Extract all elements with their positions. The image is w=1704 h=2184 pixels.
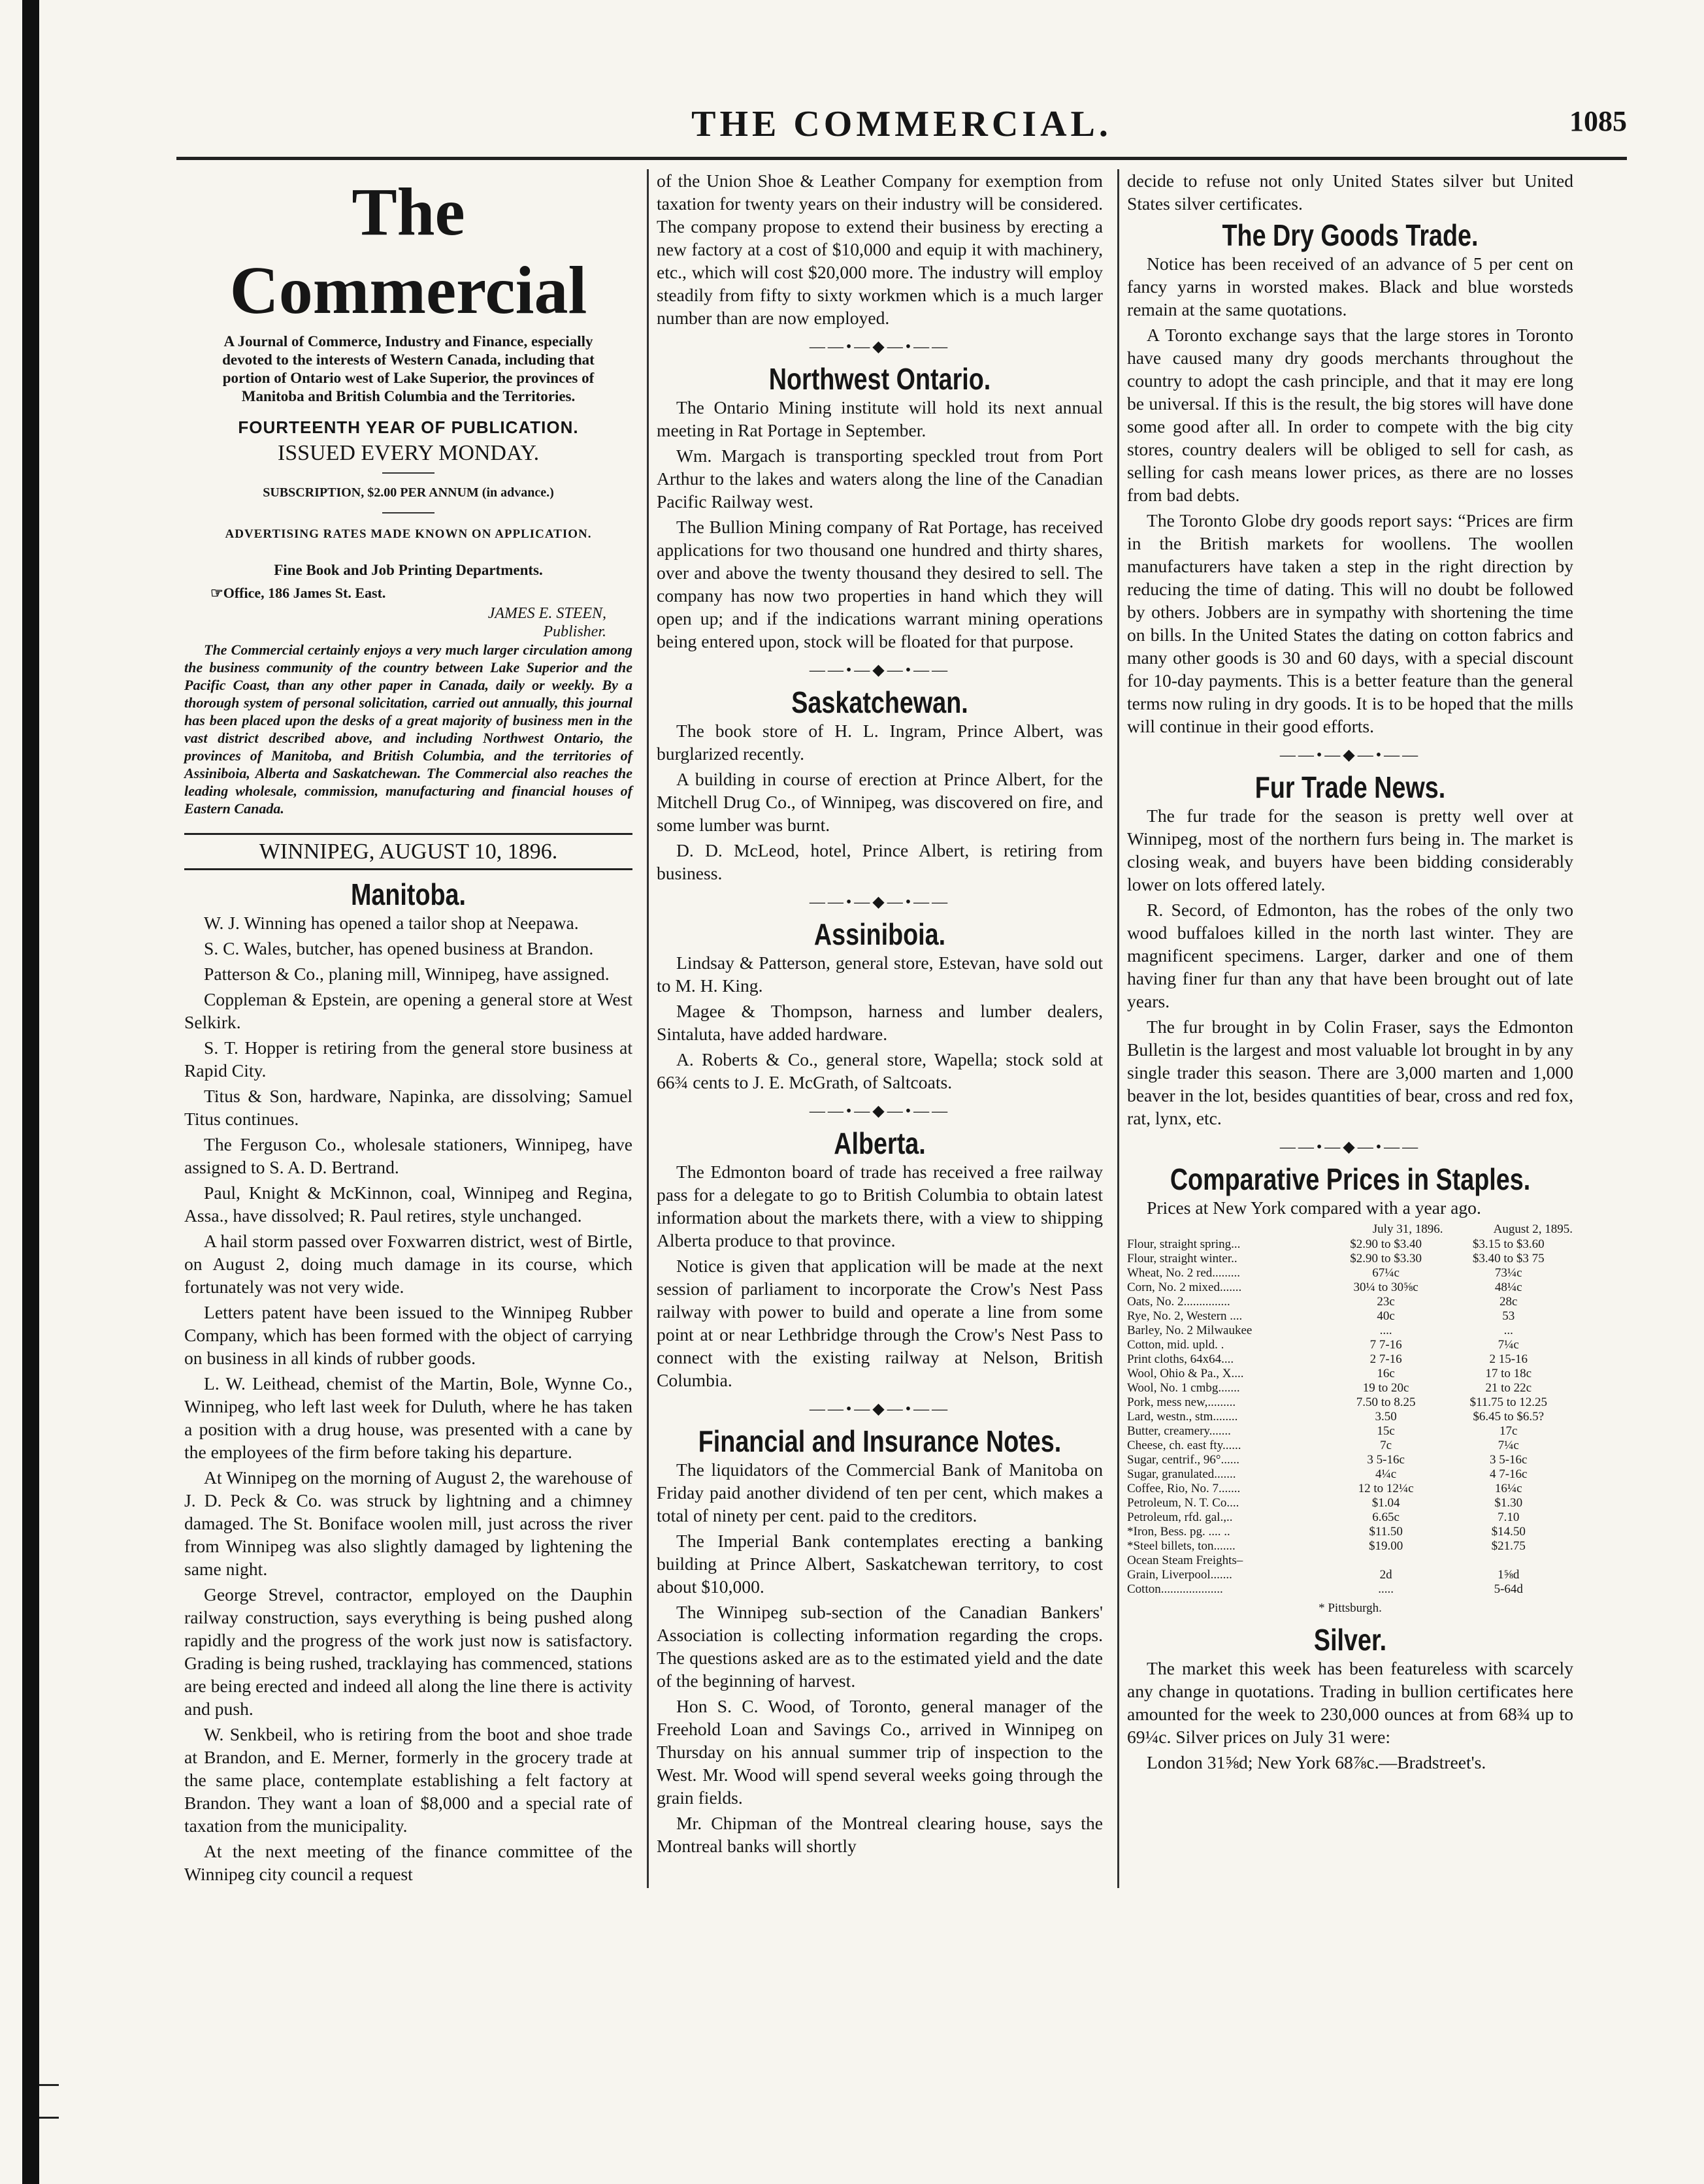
section-heading-assiniboia: Assiniboia. (813, 917, 946, 951)
news-item: Patterson & Co., planing mill, Winnipeg, have assigned. (204, 964, 610, 984)
prices-row (1127, 1525, 1573, 1539)
section-separator: ——•—◆—•—— (1279, 1139, 1421, 1156)
prices-row (1127, 1266, 1573, 1280)
news-item: The liquidators of the Commercial Bank of Manitoba on Friday paid another dividend of ten per cent, which makes a total of ninety per cent. paid to the creditors. (657, 1459, 1103, 1525)
prices-row (1127, 1237, 1573, 1252)
section-heading-dry-goods: The Dry Goods Trade. (1222, 218, 1479, 252)
masthead-subtitle: A Journal of Commerce, Industry and Finance, especially devoted to the interests of Western Canada, including that portion of Ontario west of Lake Superior, the provinces of Manitoba and British Columbia and the Territories. (222, 333, 595, 404)
prices-1895: 4 7-16c (1489, 1467, 1528, 1481)
masthead-blurb: The Commercial certainly enjoys a very much larger circulation among the business community of the country between Lake Superior and the Pacific Coast, than any other paper in Canada, daily or weekly. By a thorough system of personal solicitation, carried out annually, this journal has been placed upon the desks of a great majority of business men in the vast district described above, and including Northwest Ontario, the provinces of Manitoba, and British Columbia, and the territories of Assiniboia, Alberta and Saskatchewan. The Commercial also reaches the leading wholesale, commission, manufacturing and financial houses of Eastern Canada. (184, 642, 632, 817)
section-separator: ——•—◆—•—— (809, 894, 951, 911)
prices-item: Cotton.................... (1127, 1582, 1223, 1596)
prices-1895: $14.50 (1491, 1525, 1526, 1539)
prices-1896: $2.90 to $3.40 (1350, 1237, 1422, 1251)
prices-row (1127, 1424, 1573, 1439)
prices-1896 (1328, 1554, 1444, 1568)
prices-item: *Steel billets, ton....... (1127, 1539, 1236, 1553)
prices-row (1127, 1482, 1573, 1496)
prices-1895: 28c (1499, 1295, 1518, 1309)
section-separator: ——•—◆—•—— (809, 662, 951, 679)
prices-item: Coffee, Rio, No. 7....... (1127, 1482, 1241, 1495)
masthead-departments: Fine Book and Job Printing Departments. (274, 562, 543, 578)
masthead (184, 173, 632, 870)
news-item: George Strevel, contractor, employed on the Dauphin railway construction, says everything is being pushed along rapidly and the progress of the work just now is satisfactory. Grading is being rushed, tracklaying has commenced, stations are being erected and indeed all along the line there is activity and push. (184, 1584, 632, 1719)
prices-row (1127, 1453, 1573, 1467)
prices-1896: $19.00 (1369, 1539, 1403, 1553)
news-item: The Ferguson Co., wholesale stationers, Winnipeg, have assigned to S. A. D. Bertrand. (184, 1134, 632, 1177)
section-separator: ——•—◆—•—— (809, 1401, 951, 1418)
news-item: S. T. Hopper is retiring from the general store business at Rapid City. (184, 1037, 632, 1081)
prices-row (1127, 1467, 1573, 1482)
prices-1896: 30¼ to 30⅝c (1353, 1280, 1418, 1294)
news-item: R. Secord, of Edmonton, has the robes of the only two wood buffaloes killed in the north last winter. They are magnificent specimens. Larger, darker and one of them having finer fur than any that have been brought out of late years. (1127, 900, 1573, 1011)
column-2 (647, 169, 1111, 1888)
news-item: A building in course of erection at Prince Albert, for the Mitchell Drug Co., of Winnipeg, was discovered on fire, and some lumber was burnt. (657, 769, 1103, 835)
prices-1895: 17c (1499, 1424, 1518, 1438)
prices-table (1127, 1222, 1573, 1597)
prices-1895: 21 to 22c (1485, 1381, 1532, 1395)
prices-1896: 67¼c (1372, 1266, 1400, 1280)
prices-1895: $3.40 to $3 75 (1472, 1252, 1545, 1265)
prices-header-item (1127, 1222, 1328, 1237)
news-item: At Winnipeg on the morning of August 2, the warehouse of J. D. Peck & Co. was struck by lightning and a chimney damaged. The St. Boniface woolen mill, just across the river from Winnipeg was also slightly damaged by lightening the same night. (184, 1467, 632, 1579)
news-item: W. Senkbeil, who is retiring from the boot and shoe trade at Brandon, and E. Merner, formerly in the grocery trade at the same place, contemplate establishing a felt factory at Brandon. They want a loan of $8,000 and a special rate of taxation from the municipality. (184, 1724, 632, 1836)
dateline: WINNIPEG, AUGUST 10, 1896. (184, 833, 632, 870)
prices-item: Oats, No. 2............... (1127, 1295, 1230, 1309)
news-item: At the next meeting of the finance committee of the Winnipeg city council a request (184, 1841, 632, 1884)
news-item: The Toronto Globe dry goods report says: “Prices are firm in the British markets for woollens. The woollen manufacturers have taken a step in the right direction by reducing the time of dating. This will no doubt be followed by others. Jobbers are in sympathy with shortening the time on bills. In the United States the dating on cotton fabrics and many other goods is 30 and 60 days, with a special discount for 10-day payments. This is a better feature than the general terms now ruling in dry goods. It is to be hoped that the mills will continue in their good efforts. (1127, 510, 1573, 736)
prices-row (1127, 1510, 1573, 1525)
prices-header-1895: August 2, 1895. (1493, 1222, 1573, 1236)
prices-item: Pork, mess new,......... (1127, 1395, 1236, 1409)
news-item: A hail storm passed over Foxwarren district, west of Birtle, on August 2, doing much damage in its course, which fortunately was not very wide. (184, 1231, 632, 1297)
prices-1896: 4¼c (1375, 1467, 1397, 1481)
prices-intro: Prices at New York compared with a year ago. (1147, 1198, 1481, 1218)
scan-edge-tick (39, 2117, 59, 2119)
prices-1896: 12 to 12¼c (1358, 1482, 1414, 1495)
prices-1895: 7¼c (1498, 1439, 1519, 1452)
news-item: Magee & Thompson, harness and lumber dealers, Sintaluta, have added hardware. (657, 1001, 1103, 1044)
prices-item: Lard, westn., stm........ (1127, 1410, 1238, 1424)
prices-1895: $1.30 (1494, 1496, 1523, 1510)
prices-1895: $6.45 to $6.5? (1473, 1410, 1545, 1424)
prices-row (1127, 1309, 1573, 1324)
prices-row (1127, 1280, 1573, 1295)
prices-item: Sugar, centrif., 96°...... (1127, 1453, 1239, 1467)
prices-1896: 19 to 20c (1362, 1381, 1409, 1395)
prices-header-1896: July 31, 1896. (1372, 1222, 1443, 1236)
prices-row (1127, 1582, 1573, 1597)
news-item: S. C. Wales, butcher, has opened business at Brandon. (204, 938, 594, 958)
prices-header-row (1127, 1222, 1573, 1237)
news-item: The book store of H. L. Ingram, Prince Albert, was burglarized recently. (657, 721, 1103, 764)
prices-item: Cotton, mid. upld. . (1127, 1338, 1224, 1352)
news-item: W. J. Winning has opened a tailor shop at Neepawa. (204, 913, 579, 933)
masthead-title: The Commercial (229, 174, 587, 328)
news-item: A Toronto exchange says that the large stores in Toronto have caused many dry goods merchants throughout the country to adopt the cash principle, and that it may ere long be universal. If this is the result, the big stores will have done some good after all. In order to compete with the big city stores, country dealers will be obliged to sell for cash, as selling for cash means lower prices, as there are no losses from bad debts. (1127, 325, 1573, 505)
prices-1896: 7c (1380, 1439, 1392, 1452)
prices-1895: $11.75 to 12.25 (1469, 1395, 1548, 1409)
prices-1895: 17 to 18c (1485, 1367, 1532, 1380)
prices-1896: 7.50 to 8.25 (1356, 1395, 1416, 1409)
news-item: Lindsay & Patterson, general store, Estevan, have sold out to M. H. King. (657, 953, 1103, 996)
news-item: A. Roberts & Co., general store, Wapella; stock sold at 66¾ cents to J. E. McGrath, of Saltcoats. (657, 1049, 1103, 1092)
section-heading-saskatchewan: Saskatchewan. (791, 685, 968, 719)
prices-row (1127, 1395, 1573, 1410)
section-heading-northwest-ontario: Northwest Ontario. (768, 362, 991, 396)
columns (176, 169, 1627, 1888)
masthead-year: FOURTEENTH YEAR OF PUBLICATION. (238, 417, 579, 437)
prices-row (1127, 1410, 1573, 1424)
prices-1896: 23c (1377, 1295, 1395, 1309)
prices-1895: ... (1503, 1324, 1513, 1337)
prices-row (1127, 1338, 1573, 1352)
news-item: The Ontario Mining institute will hold its next annual meeting in Rat Portage in September. (657, 397, 1103, 440)
prices-item: Rye, No. 2, Western .... (1127, 1309, 1243, 1323)
news-item: Coppleman & Epstein, are opening a general store at West Selkirk. (184, 989, 632, 1032)
prices-1895: 2 15-16 (1489, 1352, 1528, 1366)
masthead-subscription: SUBSCRIPTION, $2.00 PER ANNUM (in advance.) (263, 485, 554, 500)
prices-1895: 48¼c (1494, 1280, 1522, 1294)
prices-item: Cheese, ch. east fty...... (1127, 1439, 1241, 1452)
news-item: L. W. Leithead, chemist of the Martin, Bole, Wynne Co., Winnipeg, who left last week for Duluth, where he has taken a position with a drug house, was presented with a cane by the employees of the firm before taking his departure. (184, 1373, 632, 1462)
running-head (176, 98, 1627, 160)
prices-item: Ocean Steam Freights– (1127, 1554, 1243, 1567)
running-title: THE COMMERCIAL. (691, 104, 1112, 144)
prices-1895: $3.15 to $3.60 (1472, 1237, 1545, 1251)
news-item: Paul, Knight & McKinnon, coal, Winnipeg and Regina, Assa., have dissolved; R. Paul retires, style unchanged. (184, 1182, 632, 1226)
prices-1896: 3.50 (1375, 1410, 1397, 1424)
news-item: Notice is given that application will be made at the next session of parliament to incorporate the Crow's Nest Pass railway with power to build and operate a line from some point at or near Lethbridge through the Crow's Nest Pass to connect with the existing railway at Nelson, British Columbia. (657, 1256, 1103, 1390)
news-item: The market this week has been featureless with scarcely any change in quotations. Trading in bullion certificates here amounted for the week to 230,000 ounces at from 68¾ up to 69¼c. Silver prices on July 31 were: (1127, 1658, 1573, 1747)
news-item: The Imperial Bank contemplates erecting a banking building at Prince Albert, Saskatchewan territory, to cost about $10,000. (657, 1531, 1103, 1597)
prices-1896: 7 7-16 (1369, 1338, 1402, 1352)
prices-1896: 40c (1377, 1309, 1395, 1323)
prices-row (1127, 1367, 1573, 1381)
news-item: Mr. Chipman of the Montreal clearing house, says the Montreal banks will shortly (657, 1813, 1103, 1856)
divider (382, 472, 434, 474)
section-separator: ——•—◆—•—— (809, 338, 951, 355)
news-item: London 31⅝d; New York 68⅞c.—Bradstreet's. (1147, 1752, 1486, 1772)
section-separator: ——•—◆—•—— (1279, 747, 1421, 764)
news-item: Notice has been received of an advance of 5 per cent on fancy yarns in worsted makes. Black and blue worsteds remain at the same quotations. (1127, 253, 1573, 319)
prices-item: Flour, straight spring... (1127, 1237, 1241, 1251)
prices-row (1127, 1539, 1573, 1554)
prices-row (1127, 1496, 1573, 1510)
prices-body (1127, 1237, 1573, 1597)
section-separator: ——•—◆—•—— (809, 1103, 951, 1120)
continued-text: decide to refuse not only United States silver but United States silver certificates. (1127, 171, 1573, 214)
prices-item: *Iron, Bess. pg. .... .. (1127, 1525, 1230, 1539)
prices-item: Grain, Liverpool....... (1127, 1568, 1232, 1582)
news-item: Letters patent have been issued to the Winnipeg Rubber Company, which has been formed with the object of carrying on business in all kinds of rubber goods. (184, 1302, 632, 1368)
prices-1896: 3 5-16c (1367, 1453, 1405, 1467)
prices-1895: 5-64d (1494, 1582, 1523, 1596)
news-item: The Edmonton board of trade has received a free railway pass for a delegate to go to British Columbia to obtain latest information about the markets there, with a view to shipping Alberta produce to that province. (657, 1162, 1103, 1250)
prices-1896: $1.04 (1371, 1496, 1400, 1510)
prices-1896: 16c (1377, 1367, 1395, 1380)
prices-1895: 16¼c (1494, 1482, 1522, 1495)
prices-item: Petroleum, N. T. Co.... (1127, 1496, 1239, 1510)
section-heading-alberta: Alberta. (834, 1126, 926, 1160)
prices-1896: 2d (1379, 1568, 1392, 1582)
prices-1896: 6.65c (1372, 1510, 1400, 1524)
section-heading-silver: Silver. (1313, 1623, 1387, 1657)
prices-row (1127, 1439, 1573, 1453)
publisher-title: Publisher. (543, 623, 606, 640)
column-3 (1117, 169, 1581, 1888)
news-item: The Bullion Mining company of Rat Portage, has received applications for two thousand one hundred and thirty shares, over and above the twenty thousand they desired to sell. The company has now two properties in hand which they will open up; and if the indications warrant mining operations being entered upon, stock will be floated for that purpose. (657, 517, 1103, 651)
masthead-advertising: ADVERTISING RATES MADE KNOWN ON APPLICATION. (225, 527, 592, 541)
news-item: D. D. McLeod, hotel, Prince Albert, is retiring from business. (657, 840, 1103, 883)
prices-1895: 73¼c (1494, 1266, 1522, 1280)
prices-1896: .... (1379, 1324, 1392, 1337)
news-item: Hon S. C. Wood, of Toronto, general manager of the Freehold Loan and Savings Co., arrived in Winnipeg on Thursday on his annual summer trip of inspection to the West. Mr. Wood will spend several weeks going through the grain fields. (657, 1696, 1103, 1808)
prices-item: Wool, No. 1 cmbg....... (1127, 1381, 1240, 1395)
prices-item: Wheat, No. 2 red......... (1127, 1266, 1241, 1280)
section-heading-fur-trade: Fur Trade News. (1254, 770, 1446, 804)
masthead-issued: ISSUED EVERY MONDAY. (277, 441, 540, 465)
prices-1896: 2 7-16 (1369, 1352, 1402, 1366)
news-item: The Winnipeg sub-section of the Canadian Bankers' Association is collecting information regarding the crops. The questions asked are as to the estimated yield and the date of the beginning of harvest. (657, 1602, 1103, 1691)
prices-item: Corn, No. 2 mixed....... (1127, 1280, 1242, 1294)
prices-row (1127, 1568, 1573, 1582)
newspaper-page (176, 98, 1627, 1888)
prices-1895: 3 5-16c (1489, 1453, 1528, 1467)
prices-1895 (1443, 1554, 1573, 1568)
prices-row (1127, 1554, 1573, 1568)
prices-footnote: * Pittsburgh. (1319, 1601, 1382, 1615)
prices-1896: $11.50 (1369, 1525, 1403, 1539)
divider (382, 512, 434, 513)
news-item: The fur brought in by Colin Fraser, says the Edmonton Bulletin is the largest and most valuable lot brought in by any single trader this season. There are 3,000 marten and 1,000 beaver in the lot, besides quantities of bear, cross and red fox, rat, lynx, etc. (1127, 1017, 1573, 1128)
prices-1895: 53 (1502, 1309, 1515, 1323)
prices-1896: $2.90 to $3.30 (1350, 1252, 1422, 1265)
prices-item: Flour, straight winter.. (1127, 1252, 1237, 1265)
prices-row (1127, 1381, 1573, 1395)
prices-1895: 7.10 (1498, 1510, 1520, 1524)
prices-item: Petroleum, rfd. gal.,.. (1127, 1510, 1233, 1524)
prices-row (1127, 1352, 1573, 1367)
prices-1895: $21.75 (1491, 1539, 1526, 1553)
news-item: Wm. Margach is transporting speckled trout from Port Arthur to the lakes and waters along the line of the Canadian Pacific Railway west. (657, 446, 1103, 512)
scan-edge-bar (22, 0, 39, 2184)
prices-1895: 7¼c (1498, 1338, 1519, 1352)
prices-item: Barley, No. 2 Milwaukee (1127, 1324, 1253, 1337)
continued-text: of the Union Shoe & Leather Company for exemption from taxation for twenty years on their industry will be considered. The company propose to extend their business by erecting a new factory at a cost of $10,000 and equip it with machinery, etc., which will cost $20,000 more. The industry will employ steadily from fifty to sixty workmen which is a much larger number than are now employed. (657, 171, 1103, 328)
news-item: Titus & Son, hardware, Napinka, are dissolving; Samuel Titus continues. (184, 1086, 632, 1129)
page-number: 1085 (1569, 105, 1627, 137)
prices-1896: ..... (1378, 1582, 1394, 1596)
scan-edge-tick (39, 2084, 59, 2086)
prices-item: Wool, Ohio & Pa., X.... (1127, 1367, 1244, 1380)
prices-row (1127, 1324, 1573, 1338)
prices-row (1127, 1295, 1573, 1309)
prices-item: Butter, creamery....... (1127, 1424, 1231, 1438)
masthead-office: ☞Office, 186 James St. East. (210, 585, 386, 601)
news-item: The fur trade for the season is pretty well over at Winnipeg, most of the northern furs being in. The market is closing weak, and buyers have been bidding considerably lower on lots offered lately. (1127, 806, 1573, 894)
prices-row (1127, 1252, 1573, 1266)
prices-item: Sugar, granulated....... (1127, 1467, 1236, 1481)
column-1 (176, 169, 640, 1888)
prices-item: Print cloths, 64x64.... (1127, 1352, 1234, 1366)
prices-1895: 1⅝d (1498, 1568, 1520, 1582)
section-heading-manitoba: Manitoba. (350, 877, 467, 911)
section-heading-financial: Financial and Insurance Notes. (698, 1424, 1062, 1458)
section-heading-prices: Comparative Prices in Staples. (1170, 1162, 1531, 1196)
publisher-name: JAMES E. STEEN, (487, 605, 606, 622)
prices-1896: 15c (1377, 1424, 1395, 1438)
